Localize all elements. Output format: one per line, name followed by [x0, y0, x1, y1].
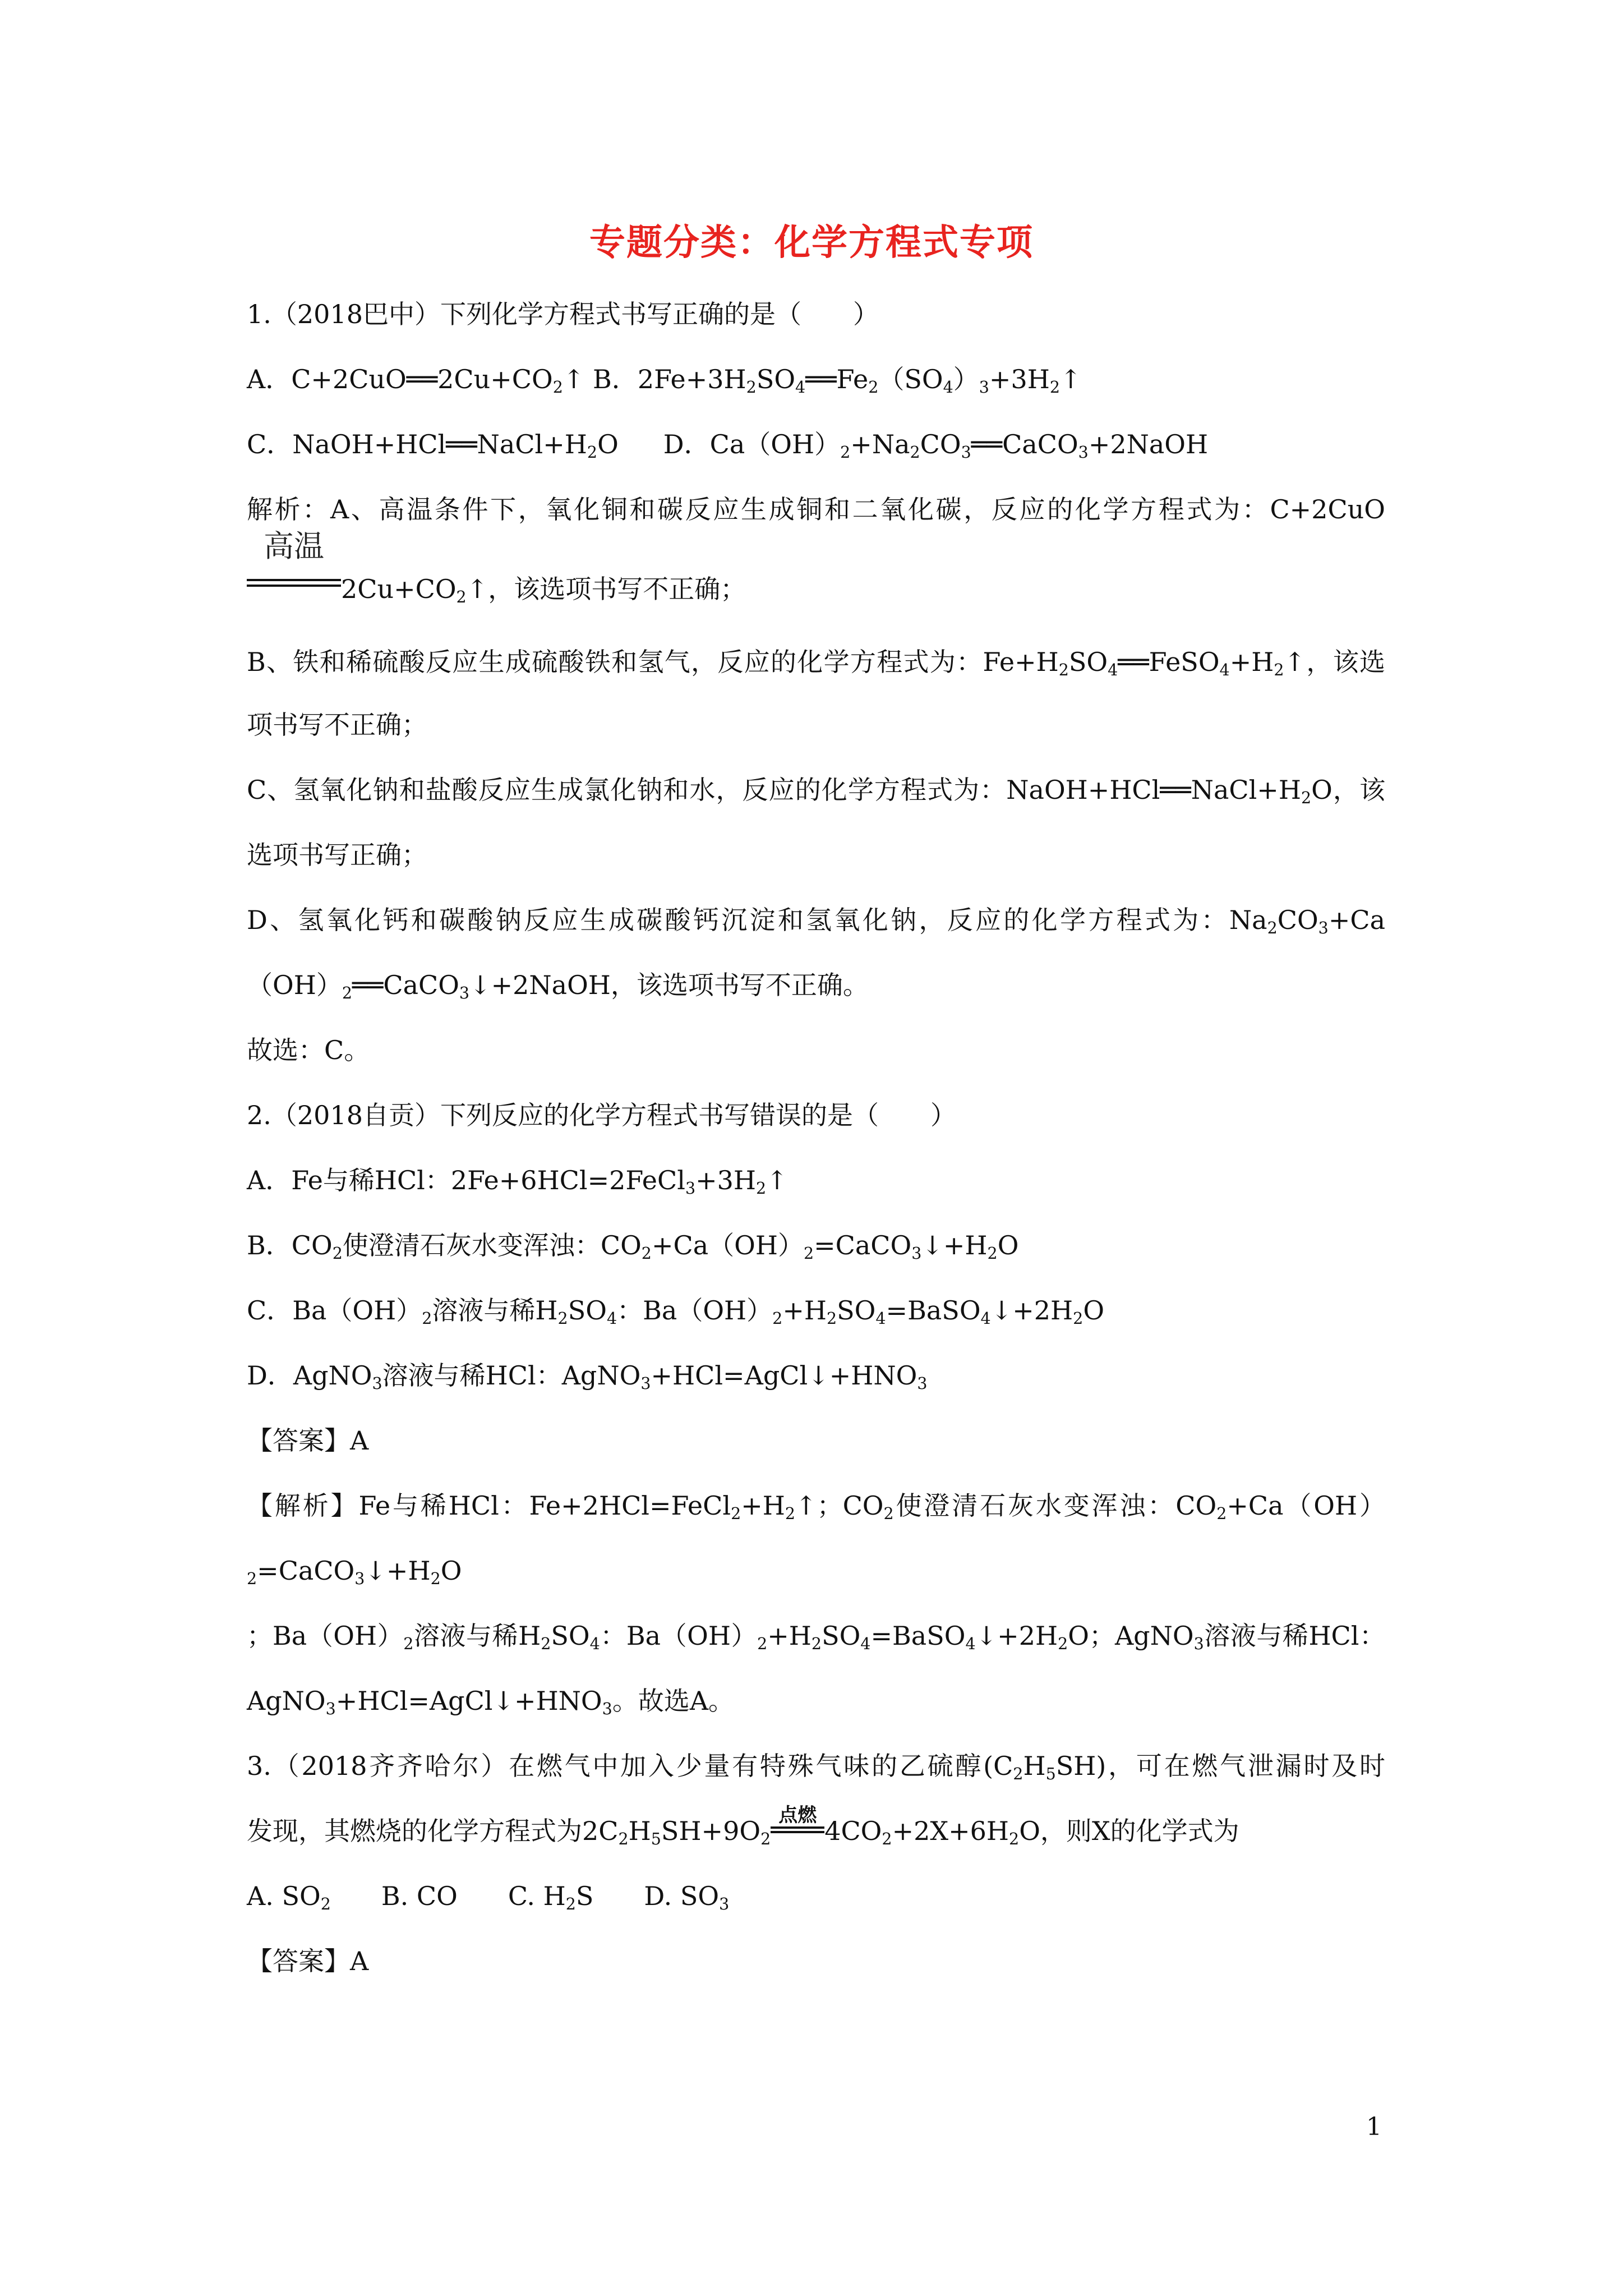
- q3-options: [247, 1874, 1385, 1918]
- q1-analysis-b-line2: 项书写不正确；: [247, 710, 427, 740]
- q1-analysis-c-line2: 选项书写正确；: [247, 840, 427, 870]
- page-number: 1: [1366, 2113, 1382, 2141]
- q2-analysis-line2: $_2=CaCO_3↓+H_2O$: [247, 1556, 462, 1588]
- q3-option-c: C. $H_2S$: [508, 1881, 594, 1913]
- q2-option-b: B．$CO_2$使澄清石灰水变浑浊：$CO_2+Ca(OH)_2=CaCO_3↓+H_2O$: [247, 1230, 1019, 1263]
- q1-analysis-d-line2: $(OH)_2══CaCO_3↓+2NaOH$，该选项书写不正确。: [247, 970, 869, 1002]
- q2-analysis-line1: 【解析】Fe与稀HCl：$Fe+2HCl=FeCl_2+H_2↑$；$CO_2$使澄清石灰水变浑浊：$CO_2+Ca(OH)$: [247, 1490, 1385, 1523]
- q2-option-d: D．AgNO$_3$溶液与稀HCl：$AgNO_3+HCl=AgCl↓+HNO_3$: [247, 1360, 928, 1393]
- high-temp-condition: 高温: [247, 562, 341, 598]
- ignite-condition: 点燃: [771, 1812, 824, 1840]
- q3-option-d: D. $SO_3$: [644, 1881, 730, 1913]
- q1-options-cd: C．$NaOH+HCl══NaCl+H_2O$ D．$Ca(OH)_2+Na_2CO_3══CaCO_3+2NaOH$: [247, 429, 1209, 462]
- q2-stem: 2.（2018自贡）下列反应的化学方程式书写错误的是（ ）: [247, 1100, 956, 1130]
- q3-stem-line1: 3.（2018齐齐哈尔）在燃气中加入少量有特殊气味的乙硫醇$(C_2H_5SH)$，可在燃气泄漏时及时: [247, 1751, 1385, 1783]
- q1-analysis-b-line1: B、铁和稀硫酸反应生成硫酸铁和氢气，反应的化学方程式为：$Fe+H_2SO_4══FeSO_4+H_2↑$，该选: [247, 647, 1386, 679]
- q1-analysis-a-line2: 高温 $2Cu+CO_2↑$，该选项书写不正确；: [247, 562, 1385, 611]
- q2-answer: 【答案】A: [247, 1425, 369, 1456]
- q3-answer: 【答案】A: [247, 1946, 369, 1976]
- q1-analysis-c-line1: C、氢氧化钠和盐酸反应生成氯化钠和水，反应的化学方程式为：$NaOH+HCl══NaCl+H_2O$，该: [247, 775, 1385, 807]
- q1-analysis-d-line1: D、氢氧化钙和碳酸钠反应生成碳酸钙沉淀和氢氧化钠，反应的化学方程式为：$Na_2CO_3+Ca$: [247, 905, 1385, 937]
- q3-option-a: A. $SO_2$: [247, 1881, 331, 1913]
- q1-analysis-a-line1: 解析：A、高温条件下，氧化铜和碳反应生成铜和二氧化碳，反应的化学方程式为：C+2CuO: [247, 494, 1385, 524]
- q1-answer: 故选：C。: [247, 1035, 370, 1065]
- q2-analysis-line3: ；$Ba(OH)_2$溶液与稀$H_2SO_4$：$Ba(OH)_2+H_2SO_4=BaSO_4↓+2H_2O$；AgNO$_3$溶液与稀HCl：: [247, 1621, 1386, 1653]
- q3-option-b: B. CO: [381, 1881, 458, 1911]
- q2-analysis-line4: $AgNO_3+HCl=AgCl↓+HNO_3$。故选A。: [247, 1686, 735, 1718]
- q3-stem-line2: 发现，其燃烧的化学方程式为$2C_2H_5SH+9O_2$ 点燃 $4CO_2+2X+6H_2O$，则X的化学式为: [247, 1804, 1239, 1848]
- q2-option-a: A．Fe与稀HCl：$2Fe+6HCl=2FeCl_3+3H_2↑$: [247, 1165, 788, 1198]
- q1-stem: 1.（2018巴中）下列化学方程式书写正确的是（ ）: [247, 299, 879, 329]
- q1-options-ab: A．$C+2CuO══2Cu+CO_2↑$ B．$2Fe+3H_2SO_4══Fe_2(SO_4)_3+3H_2↑$: [247, 364, 1082, 397]
- q2-option-c: C．$Ba(OH)_2$溶液与稀$H_2SO_4$：$Ba(OH)_2+H_2SO_4=BaSO_4↓+2H_2O$: [247, 1295, 1105, 1328]
- page-title: 专题分类：化学方程式专项: [589, 222, 1034, 264]
